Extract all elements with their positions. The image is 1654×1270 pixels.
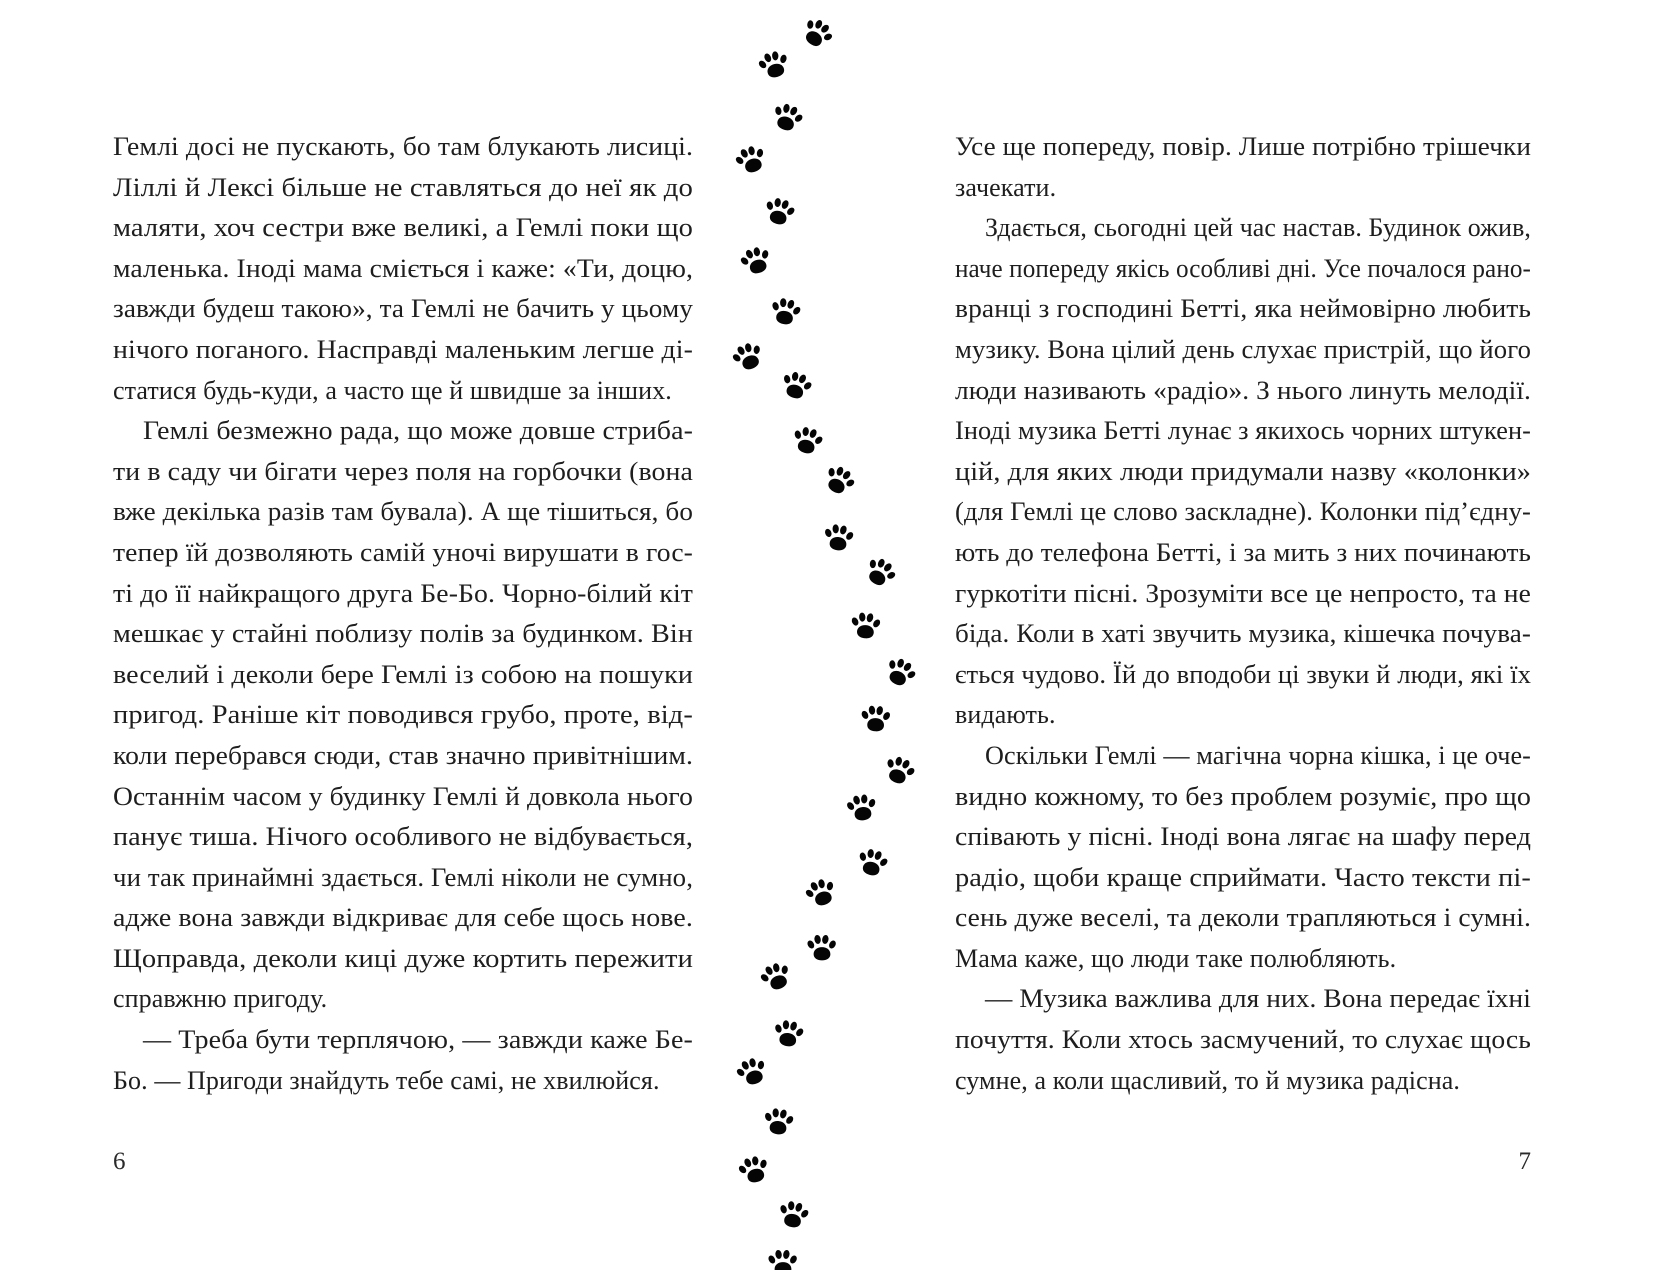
paw-print-icon [815,455,864,504]
text-line: маленька. Іноді мама сміється і каже: «Ти, доцю, [113,253,693,283]
text-line: веселий і деколи бере Гемлі із собою на пошуки [113,659,693,689]
text-line: ють до телефона Бетті, і за мить з них починають [955,537,1531,567]
text-line: нічого поганого. Насправді маленьким легше ді- [113,334,693,364]
text-line: цій, для яких люди придумали назву «колонки» [955,456,1531,486]
text-line: Бо. — Пригоди знайдуть тебе самі, не хвилюйся. [113,1065,660,1095]
text-line: зачекати. [955,172,1057,202]
text-line: радіо, щоби краще сприймати. Часто тексти пі- [955,862,1531,892]
paw-print-icon [877,648,926,697]
paw-print-icon [752,42,796,86]
text-line: Іноді музика Бетті лунає з якихось чорних штукен- [955,416,1531,446]
text-line: статися будь-куди, а часто ще й швидше за інших. [113,375,672,405]
text-line: Гемлі безмежно рада, що може довше стриба- [143,416,693,446]
paw-print-icon [728,136,774,182]
text-line: Усе ще попереду, повір. Лише потрібно трішечки [955,132,1531,161]
paw-print-icon [733,237,778,282]
text-line: Щоправда, деколи киці дуже кортить пережити [113,943,693,973]
text-line: музику. Вона цілий день слухає пристрій, що його [955,334,1531,364]
text-line: коли перебрався сюди, став значно привітнішим. [113,740,693,770]
text-line: чи так принаймні здається. Гемлі ніколи не сумно, [113,862,693,892]
text-line: пригод. Раніше кіт поводився грубо, проте, від- [113,700,693,730]
text-line: вже декілька разів там бувала). А ще тішиться, бо [113,497,693,527]
text-line: — Треба бути терплячою, — завжди каже Бе- [143,1025,693,1055]
paw-print-icon [851,840,895,884]
text-line: люди називають «радіо». З нього линуть мелодії. [955,375,1531,405]
text-line: ється чудово. Їй до вподоби ці звуки й люди, які їх [955,659,1531,689]
paw-print-icon [729,1048,775,1094]
text-line: тепер їй дозволяють самій уночі вирушати в гос- [113,537,693,567]
paw-print-icon [753,953,800,1000]
paw-print-icon [774,362,819,407]
text-line: панує тиша. Нічого особливого не відбувається, [113,822,693,852]
paw-print-icon [758,189,802,233]
paw-print-icon [846,605,885,644]
text-line: справжню пригоду. [113,984,328,1014]
paw-print-icon [856,547,906,597]
text-line: Мама каже, що люди таке полюбляють. [955,943,1397,973]
paw-print-icon [798,869,844,915]
text-line: наче попереду якісь особливі дні. Усе почалося рано- [955,253,1531,283]
text-line: видно кожному, то без проблем розуміє, про що [955,781,1531,811]
text-line: почуття. Коли хтось засмучений, то слухає щось [955,1025,1531,1055]
paw-print-icon [819,517,860,558]
text-line: Здається, сьогодні цей час настав. Будинок ожив, [985,213,1531,243]
paw-print-icon [773,1193,816,1236]
text-line: ти в саду чи бігати через поля на горбочки (вона [113,456,693,486]
left-page-text-column [113,127,693,1101]
text-line: Оскільки Гемлі — магічна чорна кішка, і це оче- [985,740,1531,770]
page-number-right: 7 [1518,1148,1531,1175]
text-line: ті до її найкращого друга Бе-Бо. Чорно-білий кіт [113,578,693,608]
text-line: маляти, хоч сестри вже великі, а Гемлі поки що [113,213,693,243]
paw-print-icon [804,929,840,965]
text-line: сень дуже веселі, та деколи трапляються і сумні. [955,903,1531,933]
text-line: Ліллі й Лексі більше не ставляться до неї як до [113,172,693,202]
text-line: вранці з господині Бетті, яка неймовірно любить [955,294,1531,324]
text-line: гуркотіти пісні. Зрозуміти все це непросто, та не [955,578,1531,608]
text-line: Гемлі досі не пускають, бо там блукають лисиці. [113,132,693,161]
paw-print-icon [765,1244,801,1270]
text-line: біда. Коли в хаті звучить музика, кішечка почува- [955,619,1531,649]
paw-print-icon [768,1012,810,1054]
paw-print-icon [765,290,808,333]
paw-print-icon [877,747,924,794]
text-line: (для Гемлі це слово заскладне). Колонки під’єдну- [955,497,1531,527]
page-number-left: 6 [113,1148,126,1175]
text-line: співають у пісні. Іноді вона лягає на шафу перед [955,822,1531,852]
text-line: сумне, а коли щасливий, то й музика радісна. [955,1065,1460,1095]
paw-print-icon [786,418,830,462]
paw-print-icon [857,699,895,737]
paw-print-icon [759,1101,800,1142]
text-line: — Музика важлива для них. Вона передає їхні [985,984,1531,1014]
paw-print-icon [842,787,883,828]
text-line: адже вона завжди відкриває для себе щось нове. [113,903,693,933]
text-line: видають. [955,700,1056,730]
text-line: Останнім часом у будинку Гемлі й довкола нього [113,781,693,811]
paw-print-icon [793,8,843,58]
text-line: мешкає у стайні поблизу полів за будинком. Він [113,619,693,649]
paw-print-icon [732,1147,776,1191]
paw-print-icon [725,333,772,380]
paw-print-icon [765,94,811,140]
text-line: завжди будеш такою», та Гемлі не бачить у цьому [113,294,693,324]
right-page-text-column [955,127,1531,1101]
